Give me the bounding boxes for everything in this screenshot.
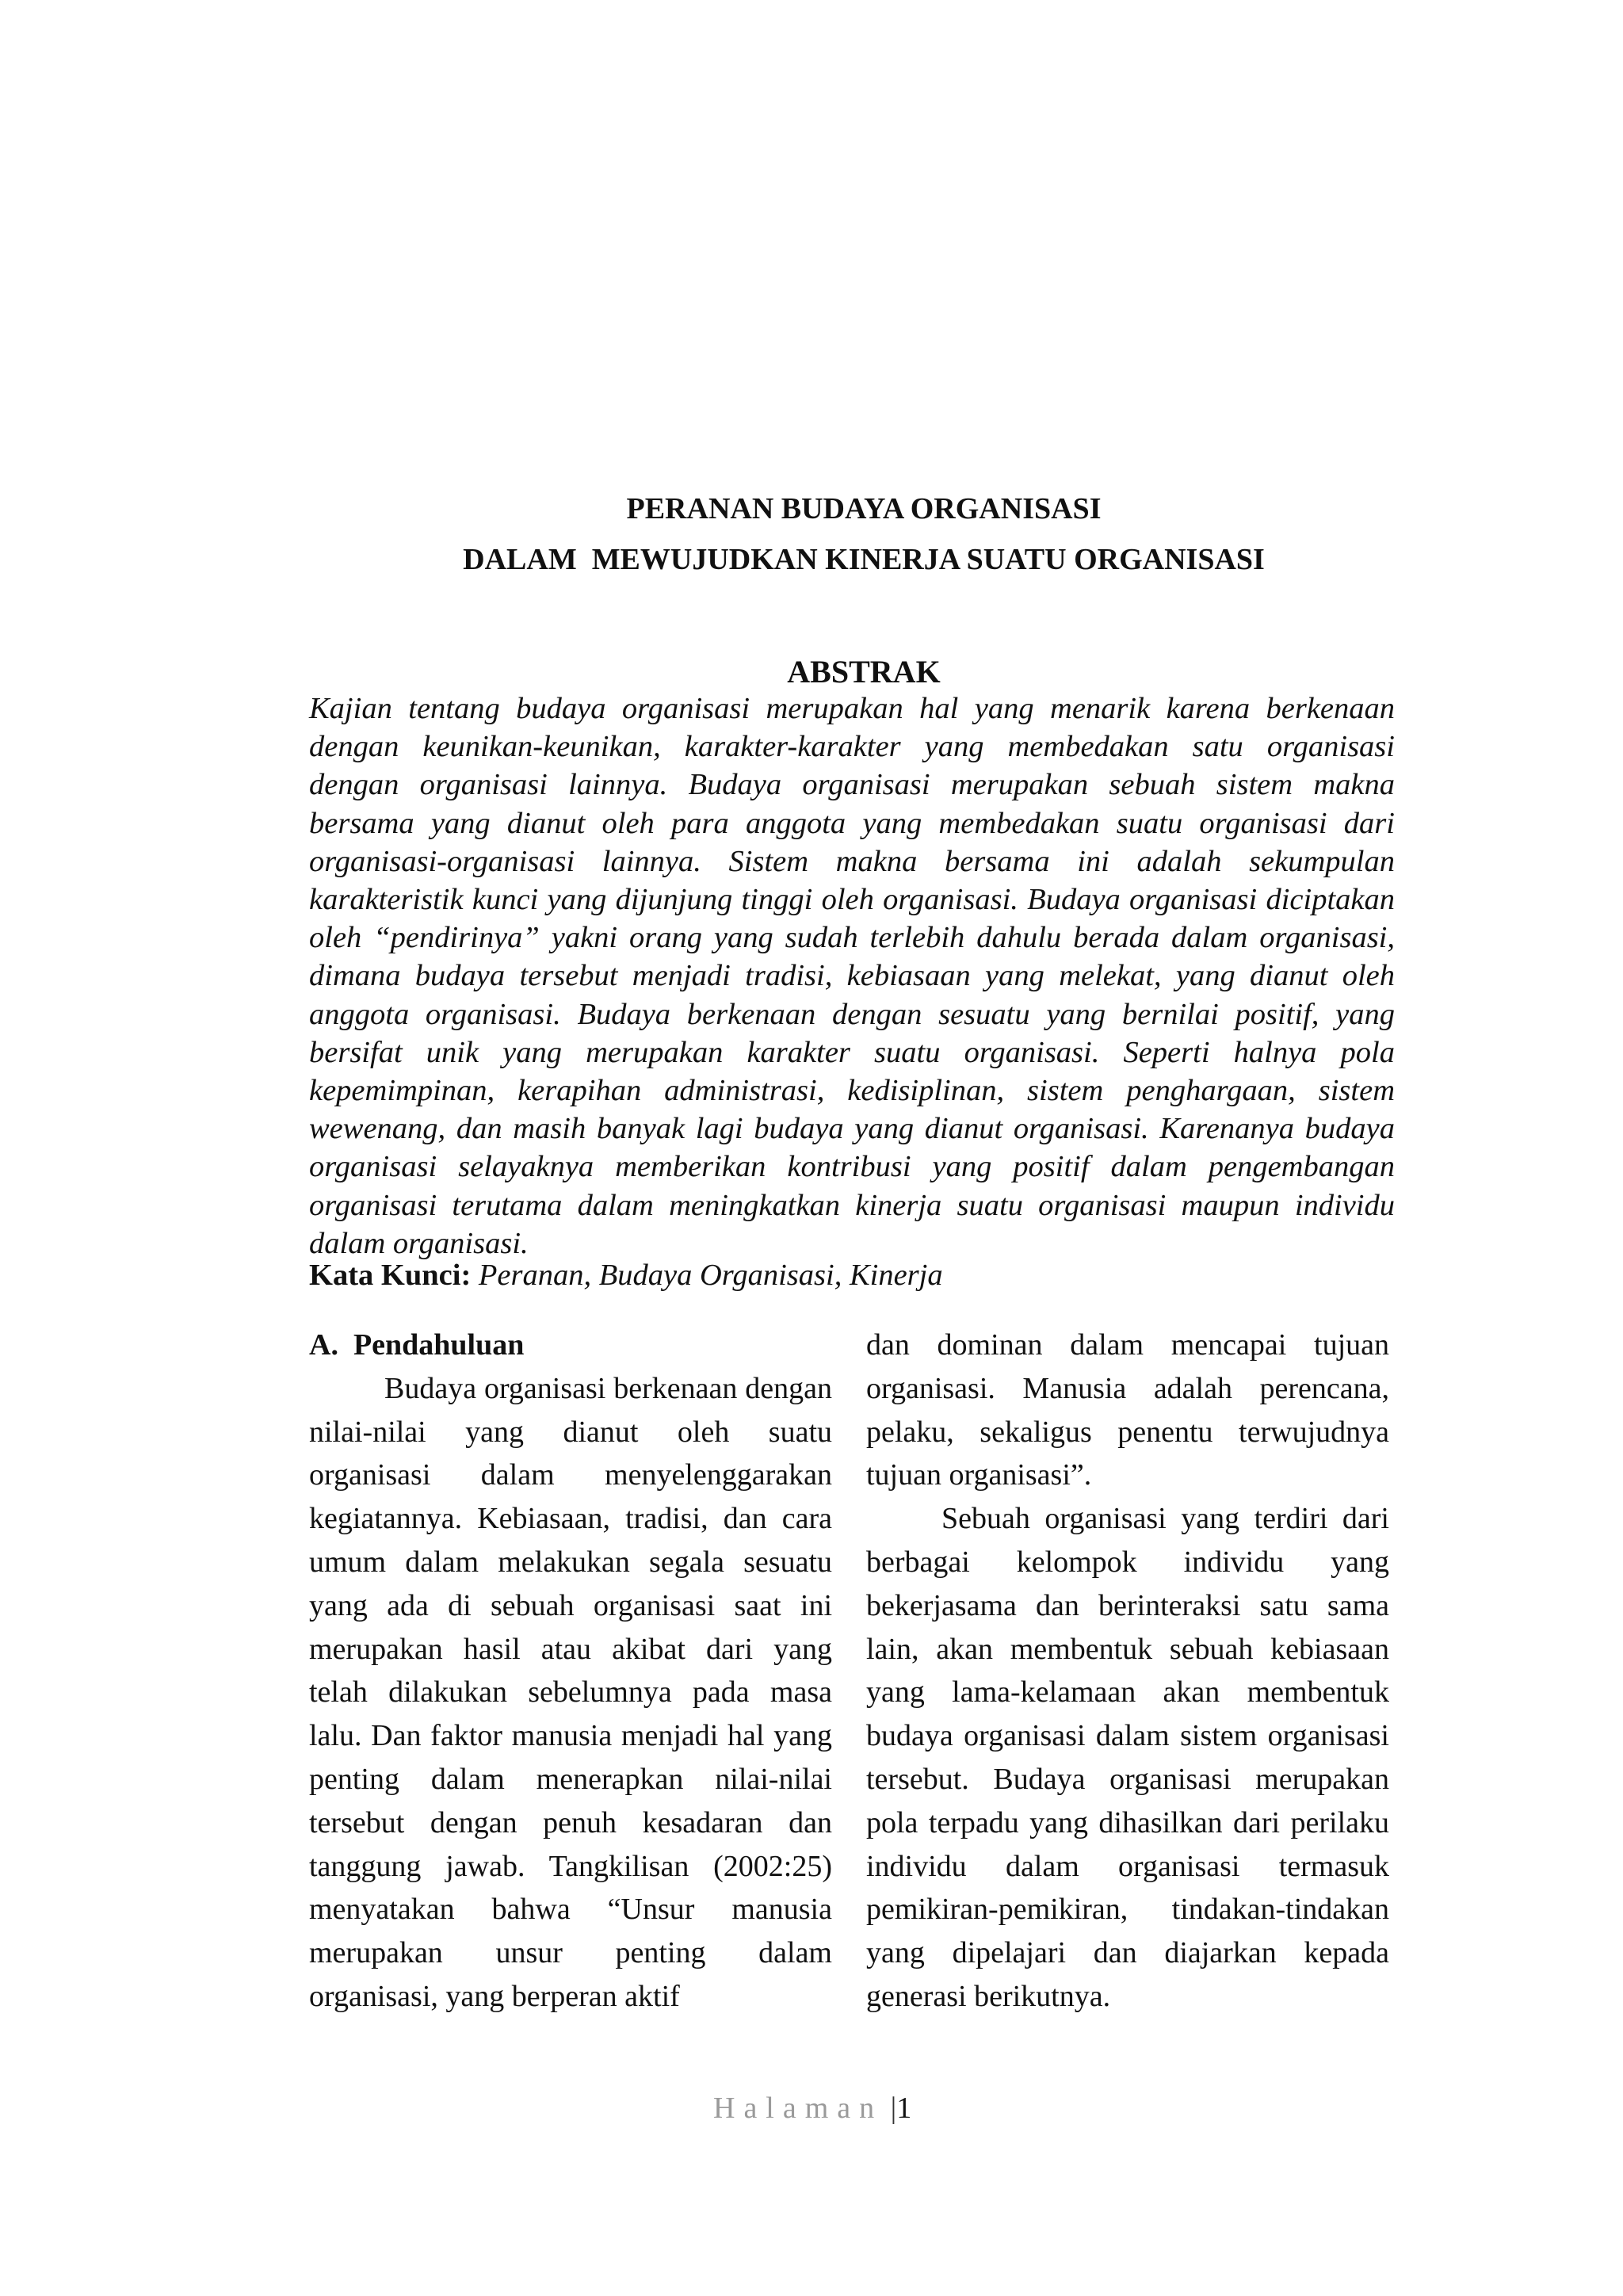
keywords-label: Kata Kunci: <box>309 1259 472 1292</box>
title-line-2: DALAM MEWUJUDKAN KINERJA SUATU ORGANISASI <box>463 543 1265 576</box>
paper-title <box>309 483 1419 585</box>
footer-label: Halaman <box>713 2092 884 2125</box>
right-paragraph: Sebuah organisasi yang terdiri dari berbagai kelompok individu yang bekerjasama dan berinteraksi satu sama lain, akan membentuk sebuah kebiasaan yang lama-kelamaan akan membentuk budaya organisasi dalam sistem organisasi tersebut. Budaya organisasi merupakan pola terpadu yang dihasilkan dari perilaku individu dalam organisasi termasuk pemikiran-pemikiran, tindakan-tindakan yang dipelajari dan diajarkan kepada generasi berikutnya. <box>866 1502 1389 2013</box>
keywords <box>309 1256 1395 1294</box>
right-column <box>866 1324 1389 2019</box>
footer-separator: | <box>890 2092 897 2125</box>
left-column <box>309 1324 832 2019</box>
abstract-heading: ABSTRAK <box>787 654 941 690</box>
section-heading: A. Pendahuluan <box>309 1328 525 1362</box>
abstract-body: Kajian tentang budaya organisasi merupakan hal yang menarik karena berkenaan dengan keunikan-keunikan, karakter-karakter yang membedakan satu organisasi dengan organisasi lainnya. Budaya organisasi merupakan sebuah sistem makna bersama yang dianut oleh para anggota yang membedakan suatu organisasi dari organisasi-organisasi lainnya. Sistem makna bersama ini adalah sekumpulan karakteristik kunci yang dijunjung tinggi oleh organisasi. Budaya organisasi diciptakan oleh “pendirinya” yakni orang yang sudah terlebih dahulu berada dalam organisasi, dimana budaya tersebut menjadi tradisi, kebiasaan yang melekat, yang dianut oleh anggota organisasi. Budaya berkenaan dengan sesuatu yang bernilai positif, yang bersifat unik yang merupakan karakter suatu organisasi. Seperti halnya pola kepemimpinan, kerapihan administrasi, kedisiplinan, sistem penghargaan, sistem wewenang, dan masih banyak lagi budaya yang dianut organisasi. Karenanya budaya organisasi selayaknya memberikan kontribusi yang positif dalam pengembangan organisasi terutama dalam meningkatkan kinerja suatu organisasi maupun individu dalam organisasi. <box>309 692 1395 1260</box>
right-continuation: dan dominan dalam mencapai tujuan organisasi. Manusia adalah perencana, pelaku, sekaligus penentu terwujudnya tujuan organisasi”. <box>866 1328 1389 1492</box>
page-footer <box>713 2088 1030 2128</box>
title-line-1: PERANAN BUDAYA ORGANISASI <box>626 492 1102 525</box>
left-paragraph: Budaya organisasi berkenaan dengan nilai-nilai yang dianut oleh suatu organisasi dalam menyelenggarakan kegiatannya. Kebiasaan, tradisi, dan cara umum dalam melakukan segala sesuatu yang ada di sebuah organisasi saat ini merupakan hasil atau akibat dari yang telah dilakukan sebelumnya pada masa lalu. Dan faktor manusia menjadi hal yang penting dalam menerapkan nilai-nilai tersebut dengan penuh kesadaran dan tanggung jawab. Tangkilisan (2002:25) menyatakan bahwa “Unsur manusia merupakan unsur penting dalam organisasi, yang berperan aktif <box>309 1371 832 2013</box>
keywords-values: Peranan, Budaya Organisasi, Kinerja <box>478 1259 943 1292</box>
page-number: 1 <box>896 2092 912 2125</box>
